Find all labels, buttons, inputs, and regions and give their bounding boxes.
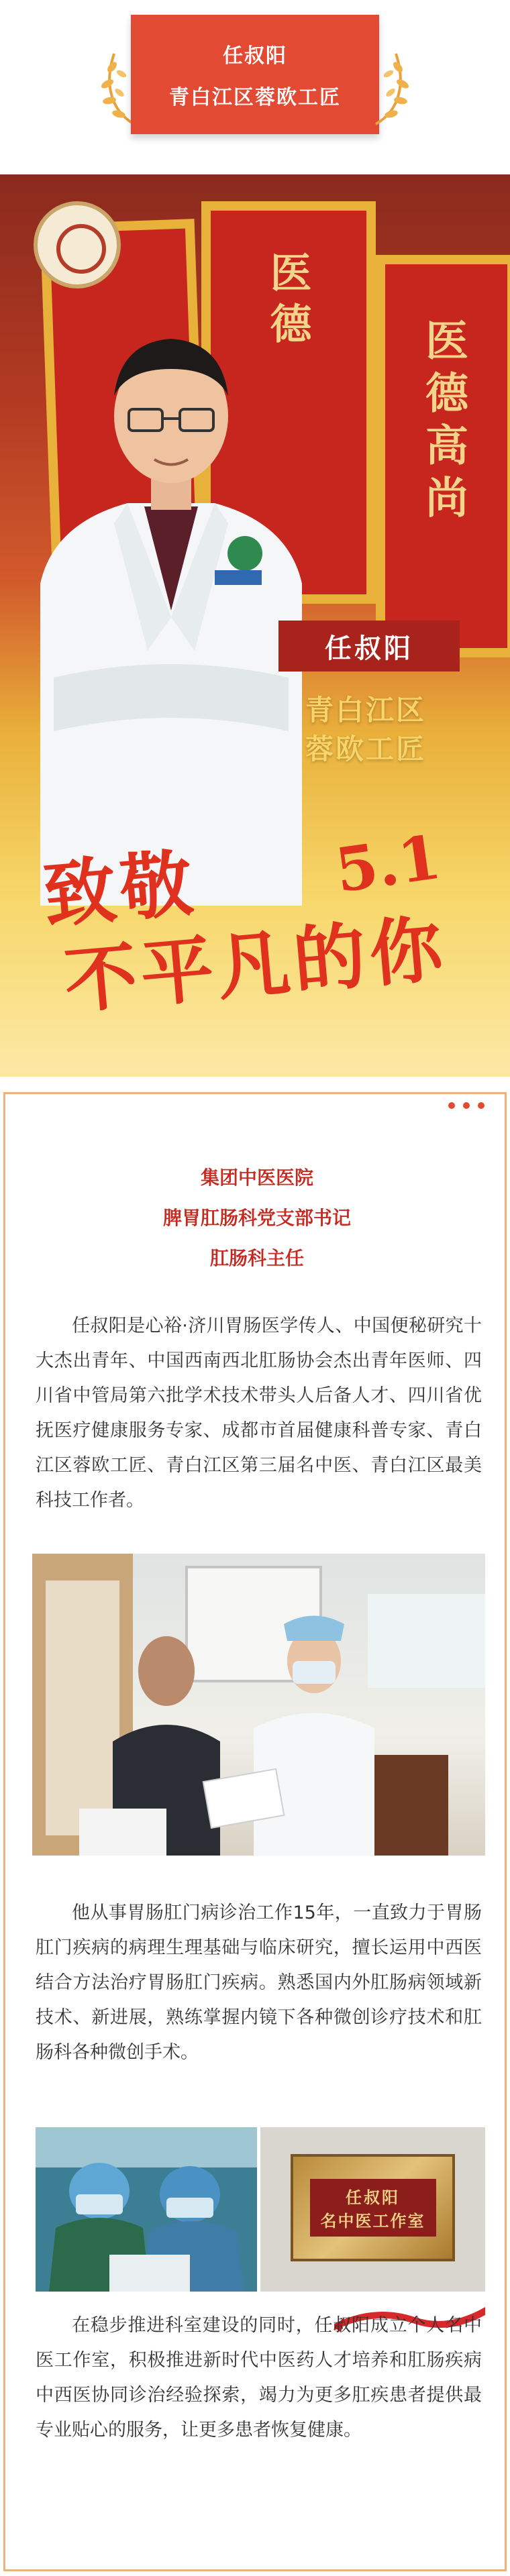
dot-icon xyxy=(478,1102,484,1109)
dot-icon xyxy=(463,1102,470,1109)
badge-line-name: 任叔阳 xyxy=(223,44,287,68)
doctor-portrait xyxy=(13,302,329,906)
consultation-photo xyxy=(32,1554,485,1856)
studio-plaque xyxy=(291,2154,455,2261)
laurel-right-icon xyxy=(366,47,413,127)
banner-text-right: 医德高尚 xyxy=(418,318,468,527)
decor-dots xyxy=(448,1102,484,1109)
bio-paragraph-2: 他从事胃肠肛门病诊治工作15年，一直致力于胃肠肛门疾病的病理生理基础与临床研究，擅长运用中西医结合方法治疗胃肠肛门疾病。熟悉国内外肛肠病领域新技术、新进展，熟练掌握内镜下各种微创诊疗技术和肛肠科各种微创手术。 xyxy=(36,1902,482,2063)
title-badge xyxy=(131,15,379,134)
surgery-photo xyxy=(36,2127,257,2292)
surgery-illustration xyxy=(36,2127,257,2292)
bio-paragraph-3: 在稳步推进科室建设的同时，任叔阳成立个人名中医工作室，积极推进新时代中医药人才培养和肛肠疾病中西医协同诊治经验探索，竭力为更多肛疾患者提供最专业贴心的服务，让更多患者恢复健康。 xyxy=(36,2315,482,2440)
header xyxy=(0,0,510,174)
consultation-illustration xyxy=(32,1554,485,1856)
nameplate: 任叔阳 xyxy=(278,621,460,672)
hero-subtitle-line1: 青白江区 xyxy=(305,694,427,727)
position-titles xyxy=(5,1158,509,1279)
salute-line2: 不平凡的你 xyxy=(61,906,450,1024)
plaque-panel xyxy=(310,2179,436,2237)
banner-text-center: 医德 xyxy=(263,251,312,353)
plaque-office: 名中医工作室 xyxy=(320,2211,425,2231)
title-party-secretary: 脾胃肛肠科党支部书记 xyxy=(162,1207,351,1229)
hospital-logo-icon xyxy=(34,201,121,288)
hero-subtitle xyxy=(305,691,426,769)
hero-subtitle-line2: 蓉欧工匠 xyxy=(305,733,427,765)
banner-right xyxy=(376,255,510,657)
studio-plaque-photo xyxy=(260,2127,485,2292)
dot-icon xyxy=(448,1102,455,1109)
profile-card xyxy=(3,1092,507,2571)
plaque-name: 任叔阳 xyxy=(346,2188,400,2207)
salute-line1: 致敬 xyxy=(40,841,201,938)
hero-poster xyxy=(0,174,510,1077)
badge-line-title: 青白江区蓉欧工匠 xyxy=(169,86,341,109)
bio-paragraph-1: 任叔阳是心裕·济川胃肠医学传人、中国便秘研究十大杰出青年、中国西南西北肛肠协会杰出青年医师、四川省中管局第六批学术技术带头人后备人才、四川省优抚医疗健康服务专家、成都市首届健康科普专家、青白江区蓉欧工匠、青白江区第三届名中医、青白江区最美科技工作者。 xyxy=(36,1316,482,1511)
title-hospital: 集团中医医院 xyxy=(200,1167,313,1189)
title-director: 肛肠科主任 xyxy=(209,1247,304,1269)
salute-number: 5.1 xyxy=(331,821,446,907)
